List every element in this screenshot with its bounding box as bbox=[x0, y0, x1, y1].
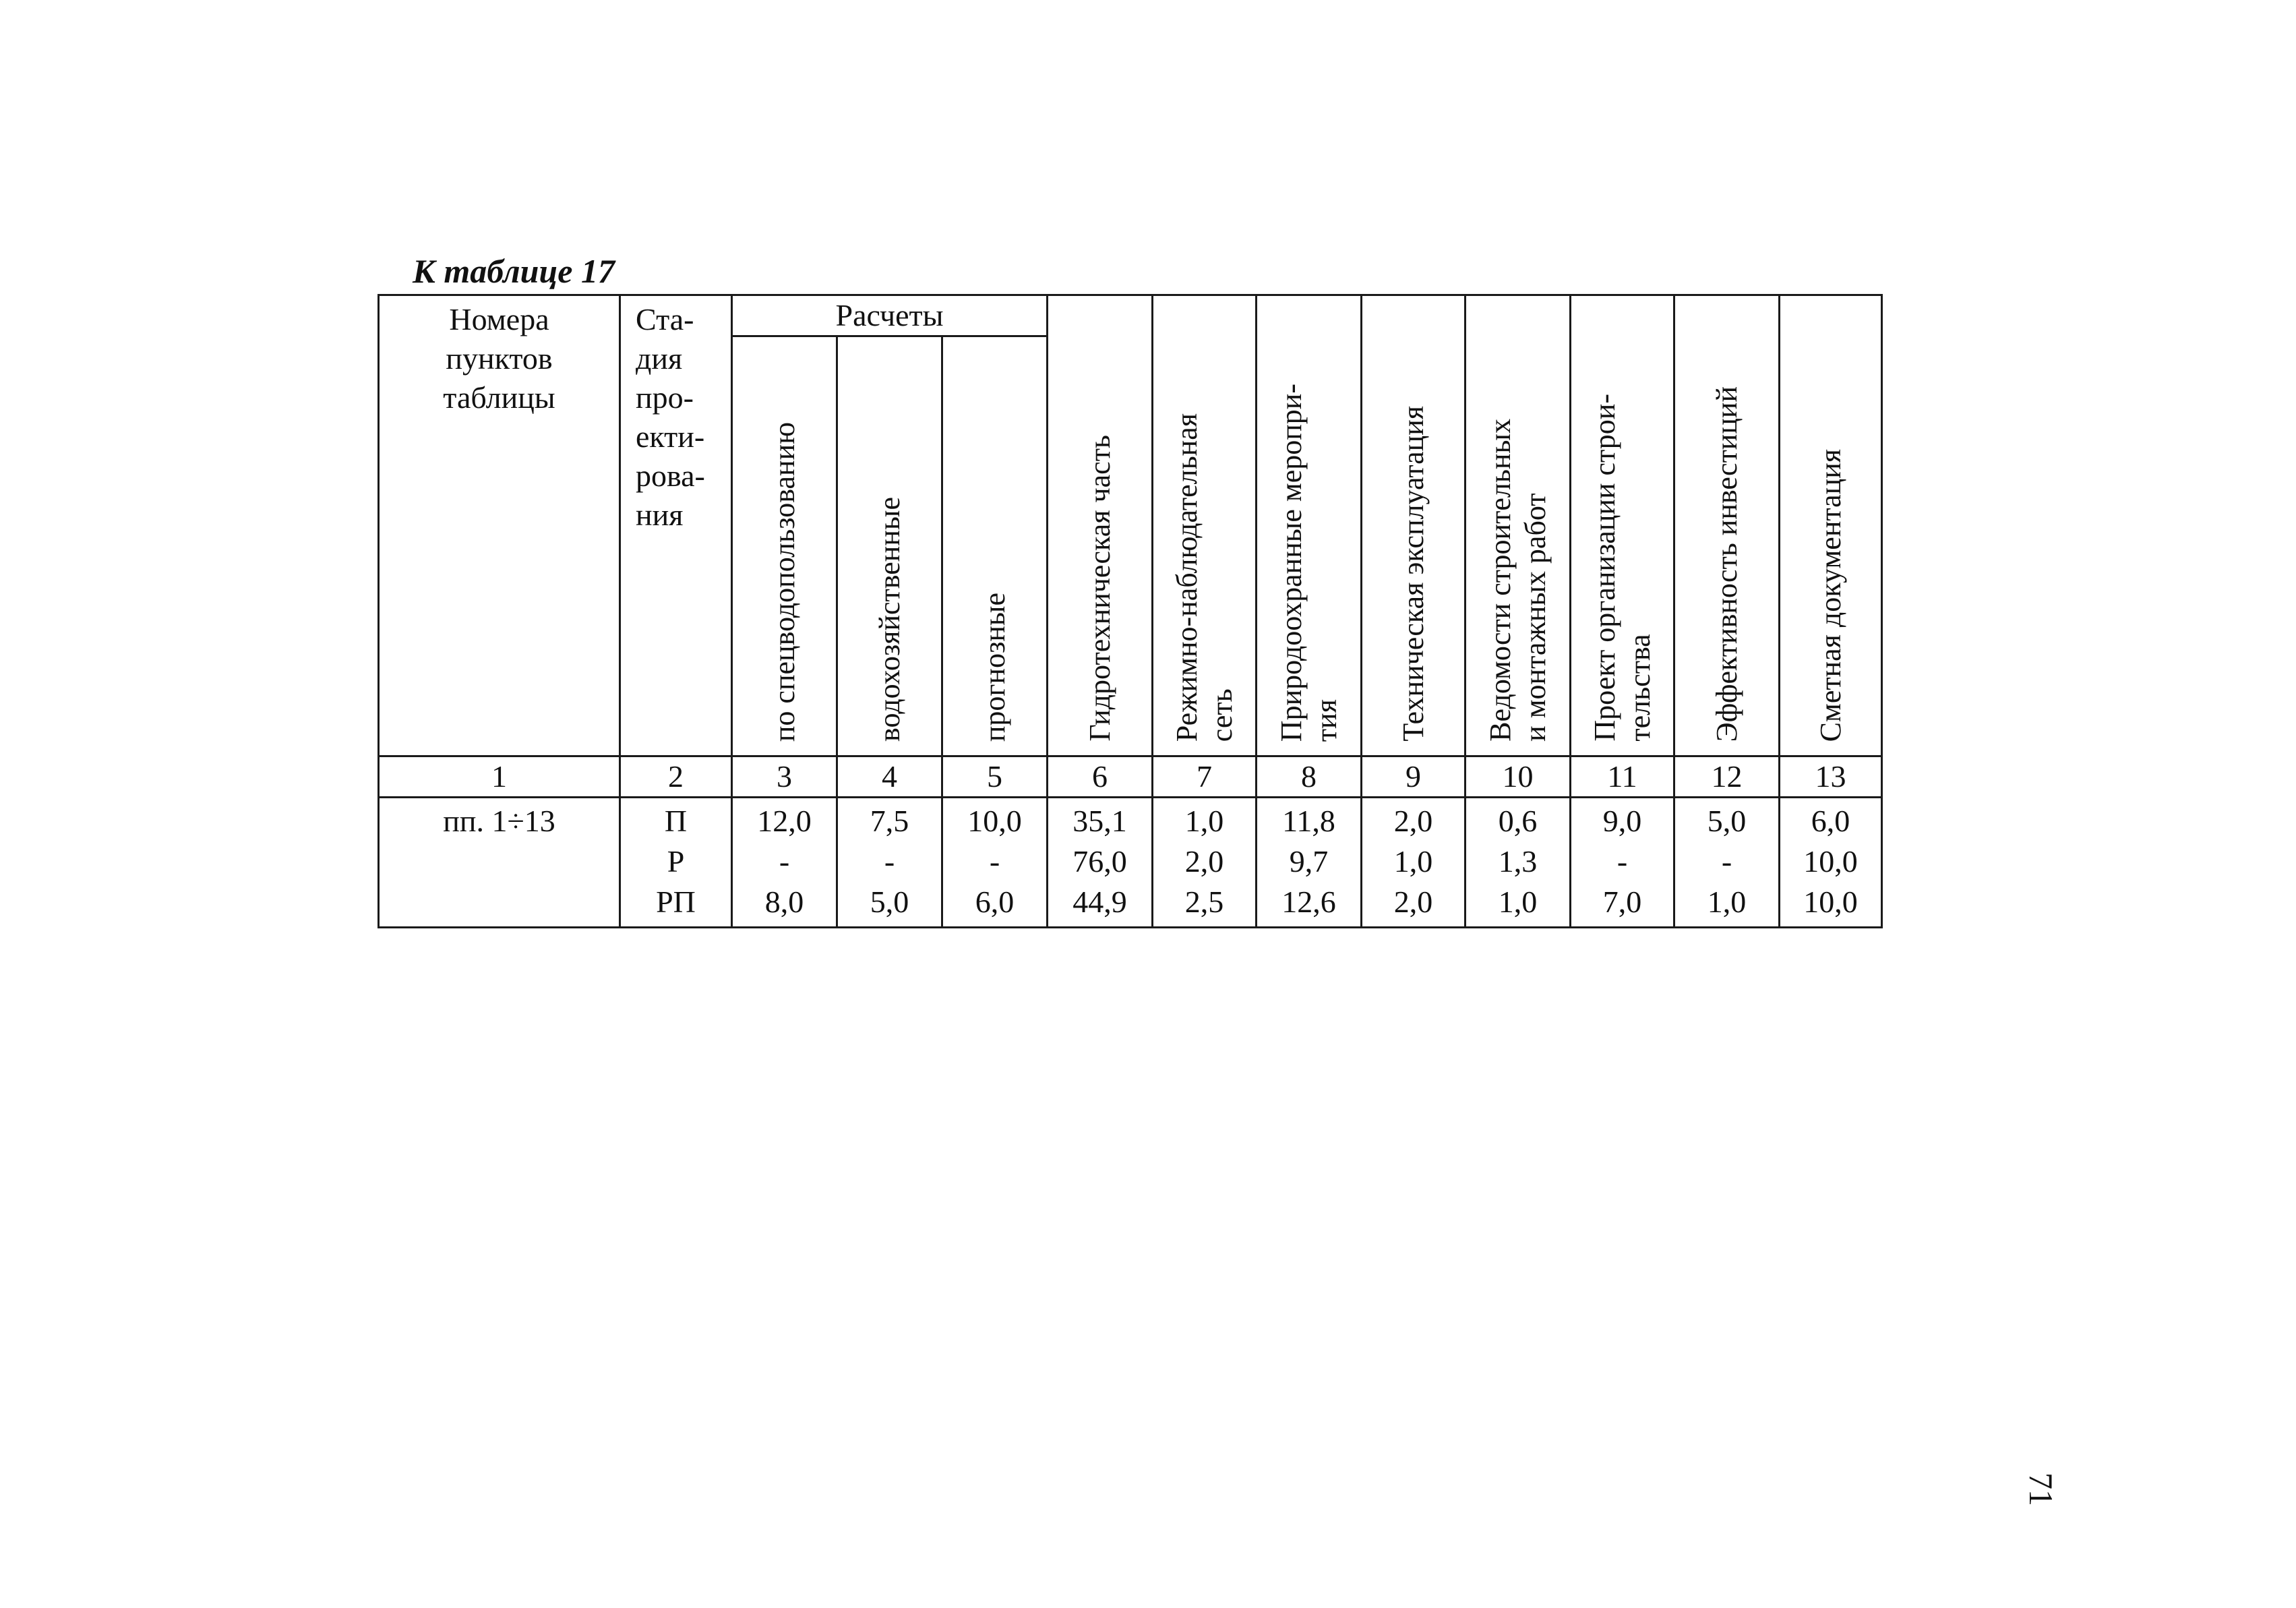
stage-label: РП bbox=[656, 885, 696, 919]
data-table bbox=[377, 294, 1883, 928]
value-cell: 11,8 9,7 12,6 bbox=[1257, 798, 1362, 928]
value-cell: 1,0 2,0 2,5 bbox=[1153, 798, 1257, 928]
header-line: про- bbox=[636, 380, 694, 415]
column-number: 10 bbox=[1466, 756, 1571, 798]
header-water-management bbox=[837, 336, 942, 756]
header-line: пунктов bbox=[446, 341, 553, 376]
table-caption: К таблице 17 bbox=[413, 252, 615, 290]
header-line: таблицы bbox=[443, 380, 555, 415]
header-text: водохозяйственные bbox=[872, 497, 906, 742]
column-number: 11 bbox=[1571, 756, 1674, 798]
stage-cell bbox=[620, 798, 732, 928]
header-line: екти- bbox=[636, 419, 705, 454]
column-number: 3 bbox=[732, 756, 837, 798]
header-line: рова- bbox=[636, 458, 705, 493]
header-investment-efficiency bbox=[1674, 295, 1780, 756]
column-number: 13 bbox=[1780, 756, 1882, 798]
header-text: прогнозные bbox=[977, 592, 1011, 742]
header-text: по спецводопользованию bbox=[767, 421, 801, 742]
column-number: 5 bbox=[942, 756, 1048, 798]
header-construction-organization bbox=[1571, 295, 1674, 756]
header-text: Ведомости строительных и монтажных работ bbox=[1483, 419, 1552, 742]
header-line: дия bbox=[636, 341, 683, 376]
column-number: 6 bbox=[1048, 756, 1153, 798]
column-number: 8 bbox=[1257, 756, 1362, 798]
header-text: Техническая эксплуатация bbox=[1396, 406, 1430, 742]
stage-label: Р bbox=[667, 844, 685, 879]
header-forecast bbox=[942, 336, 1048, 756]
header-text: Проект организации строи- тельства bbox=[1588, 394, 1656, 742]
value-cell: 35,1 76,0 44,9 bbox=[1048, 798, 1153, 928]
header-text: Сметная документация bbox=[1813, 448, 1847, 742]
header-construction-statements bbox=[1466, 295, 1571, 756]
value-cell: 9,0 - 7,0 bbox=[1571, 798, 1674, 928]
value-cell: 7,5 - 5,0 bbox=[837, 798, 942, 928]
value-cell: 12,0 - 8,0 bbox=[732, 798, 837, 928]
header-point-numbers bbox=[379, 295, 620, 756]
column-number: 9 bbox=[1362, 756, 1466, 798]
header-hydrotechnical bbox=[1048, 295, 1153, 756]
header-line: Ста- bbox=[636, 302, 694, 336]
table-row bbox=[379, 798, 1882, 928]
column-number: 2 bbox=[620, 756, 732, 798]
column-number: 4 bbox=[837, 756, 942, 798]
value-cell: 6,0 10,0 10,0 bbox=[1780, 798, 1882, 928]
value-cell: 0,6 1,3 1,0 bbox=[1466, 798, 1571, 928]
header-design-stage bbox=[620, 295, 732, 756]
value-cell: 10,0 - 6,0 bbox=[942, 798, 1048, 928]
header-estimate-documentation bbox=[1780, 295, 1882, 756]
row-label: пп. 1÷13 bbox=[379, 798, 620, 928]
header-group-calculations: Расчеты bbox=[732, 295, 1048, 336]
column-number: 12 bbox=[1674, 756, 1780, 798]
value-cell: 2,0 1,0 2,0 bbox=[1362, 798, 1466, 928]
value-cell: 5,0 - 1,0 bbox=[1674, 798, 1780, 928]
stage-label: П bbox=[664, 804, 688, 838]
column-number: 7 bbox=[1153, 756, 1257, 798]
header-environmental bbox=[1257, 295, 1362, 756]
header-technical-operation bbox=[1362, 295, 1466, 756]
header-text: Гидротехническая часть bbox=[1083, 435, 1116, 742]
page-number: 71 bbox=[2022, 1472, 2060, 1506]
column-numbers-row bbox=[379, 756, 1882, 798]
header-monitoring-network bbox=[1153, 295, 1257, 756]
header-text: Режимно-наблюдательная сеть bbox=[1170, 413, 1238, 742]
header-line: ния bbox=[636, 498, 684, 532]
header-text: Эффективность инвестиций bbox=[1710, 386, 1743, 742]
header-line: Номера bbox=[449, 302, 549, 336]
column-number: 1 bbox=[379, 756, 620, 798]
header-special-water-use bbox=[732, 336, 837, 756]
header-text: Природоохранные меропри- тия bbox=[1274, 383, 1343, 742]
